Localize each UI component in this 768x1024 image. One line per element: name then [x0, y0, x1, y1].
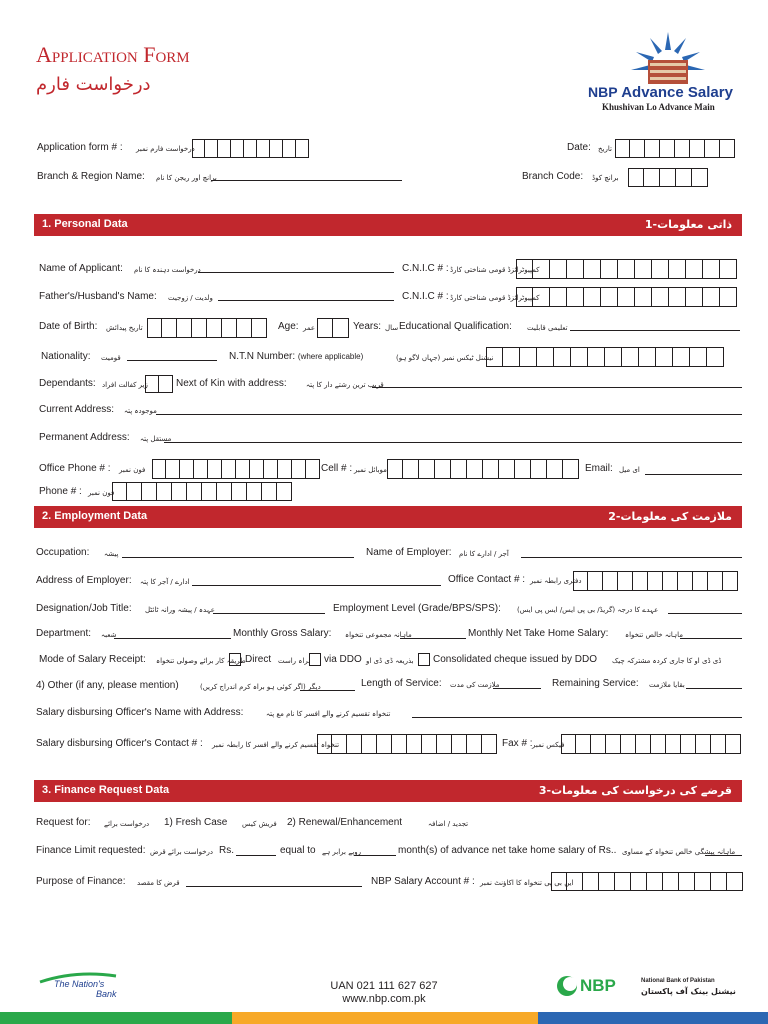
section-employment-data-header	[34, 506, 742, 528]
education-input[interactable]	[570, 330, 740, 331]
section-finance-request-title: 3. Finance Request Data	[42, 784, 170, 796]
section-personal-data-title: 1. Personal Data	[42, 218, 128, 230]
salary-mode-label: Mode of Salary Receipt:	[39, 654, 146, 665]
email-urdu: ای میل	[619, 466, 640, 474]
nationality-label: Nationality:	[41, 351, 91, 362]
current-address-label: Current Address:	[39, 404, 115, 415]
renewal-urdu: تجدید / اضافہ	[428, 820, 469, 828]
cell-label: Cell # :	[321, 463, 353, 474]
years-label: Years:	[353, 321, 381, 332]
branch-code-urdu: برانچ کوڈ	[592, 174, 619, 182]
age-urdu: عمر	[303, 324, 316, 332]
remaining-service-label: Remaining Service:	[552, 678, 639, 689]
bank-name: National Bank of Pakistan	[641, 978, 715, 984]
dob-label: Date of Birth:	[39, 321, 98, 332]
purpose-urdu: قرض کا مقصد	[137, 879, 180, 887]
uan-number: UAN 021 111 627 627	[330, 980, 438, 992]
service-length-urdu: ملازمت کی مدت	[450, 681, 500, 689]
cnic-2-label: C.N.I.C # :	[402, 291, 449, 302]
other-mode-input[interactable]	[300, 690, 355, 691]
applicant-name-urdu: درخواست دہندہ کا نام	[134, 266, 201, 274]
application-form-number-input[interactable]	[192, 139, 309, 158]
designation-input[interactable]	[213, 613, 325, 614]
fax-urdu: فیکس نمبر	[532, 741, 565, 749]
branch-region-label: Branch & Region Name:	[37, 171, 145, 182]
section-employment-data-title: 2. Employment Data	[42, 510, 148, 522]
nbp-emblem-icon	[556, 975, 578, 997]
months-urdu: ماہانہ پیشگی خالص تنخواہ کے مساوی	[622, 848, 736, 856]
section-employment-data-title-urdu: 2-ملازمت کی معلومات	[608, 510, 732, 523]
equal-to-urdu: روپے برابر ہے	[322, 848, 362, 856]
phone-input[interactable]	[112, 482, 292, 501]
service-length-input[interactable]	[493, 688, 541, 689]
fresh-case-option[interactable]: 1) Fresh Case	[164, 817, 228, 828]
age-input[interactable]	[317, 318, 349, 338]
employer-address-input[interactable]	[192, 585, 441, 586]
department-urdu: شعبہ	[101, 631, 117, 639]
permanent-address-urdu: مستقل پتہ	[140, 435, 172, 443]
nbp-logo-text: NBP	[580, 976, 616, 995]
employer-address-urdu: ادارے / آجر کا پتہ	[140, 578, 190, 586]
slogan-line-1: The Nation's	[54, 979, 105, 989]
fresh-case-urdu: فریش کیس	[242, 820, 277, 828]
equal-to-label: equal to	[280, 845, 316, 856]
direct-urdu: براہ راست	[278, 657, 311, 665]
months-label: month(s) of advance net take home salary of Rs..	[398, 845, 617, 856]
application-form-number-urdu: درخواست فارم نمبر	[136, 145, 195, 153]
office-contact-input[interactable]	[573, 571, 738, 591]
fax-label: Fax # :	[502, 738, 533, 749]
dependants-urdu: زیر کفالت افراد	[102, 381, 148, 389]
permanent-address-label: Permanent Address:	[39, 432, 130, 443]
disbursing-officer-name-label: Salary disbursing Officer's Name with Address:	[36, 707, 244, 718]
cnic-2-urdu: کمپیوٹرائزڈ قومی شناختی کارڈ	[450, 294, 540, 302]
section-personal-data-header	[34, 214, 742, 236]
phone-urdu: فون نمبر	[88, 489, 115, 497]
email-input[interactable]	[645, 474, 742, 475]
next-of-kin-label: Next of Kin with address:	[176, 378, 287, 389]
office-phone-label: Office Phone # :	[39, 463, 111, 474]
net-salary-urdu: ماہانہ خالص تنخواہ	[625, 631, 684, 639]
cnic-input[interactable]	[516, 259, 737, 279]
occupation-label: Occupation:	[36, 547, 90, 558]
date-label: Date:	[567, 142, 591, 153]
ntn-note: (where applicable)	[297, 352, 364, 361]
cnic-urdu: کمپیوٹرائزڈ قومی شناختی کارڈ	[450, 266, 540, 274]
employment-level-urdu: عہدے کا درجہ (گریڈ/ بی پی ایس/ ایس پی ایس)	[517, 606, 659, 614]
section-finance-request-title-urdu: 3-قرضے کی درخواست کی معلومات	[538, 784, 732, 797]
gross-salary-label: Monthly Gross Salary:	[233, 628, 332, 639]
section-personal-data-title-urdu: 1-ذاتی معلومات	[644, 218, 732, 231]
consolidated-cheque-urdu: ڈی ڈی او کا جاری کردہ مشترکہ چیک	[612, 657, 722, 665]
years-urdu: سال	[385, 324, 399, 332]
service-length-label: Length of Service:	[361, 678, 442, 689]
rs-label: Rs.	[219, 845, 234, 856]
logo-prefix: NBP	[588, 84, 618, 100]
date-urdu: تاریخ	[598, 145, 612, 153]
bank-name-urdu: نیشنل بینک آف پاکستان	[641, 987, 736, 996]
months-count-input[interactable]	[354, 855, 396, 856]
permanent-address-input[interactable]	[164, 442, 742, 443]
ntn-urdu: نیشنل ٹیکس نمبر (جہاں لاگو ہو)	[396, 354, 494, 362]
age-label: Age:	[278, 321, 299, 332]
via-ddo-checkbox[interactable]	[309, 653, 321, 666]
other-mode-urdu: دیگر (اگر کوئی ہو براہ کرم اندراج کریں)	[200, 683, 321, 691]
gross-salary-urdu: ماہانہ مجموعی تنخواہ	[345, 631, 412, 639]
application-form-number-label: Application form # :	[37, 142, 123, 153]
education-label: Educational Qualification:	[399, 321, 512, 332]
disbursing-officer-name-input[interactable]	[412, 717, 742, 718]
footer-stripe-green	[0, 1012, 232, 1024]
ntn-label-text: N.T.N Number:	[229, 351, 296, 362]
remaining-service-input[interactable]	[686, 688, 742, 689]
current-address-urdu: موجودہ پتہ	[124, 407, 157, 415]
education-urdu: تعلیمی قابلیت	[527, 324, 568, 332]
salary-account-label: NBP Salary Account # :	[371, 876, 475, 887]
page-title-urdu: درخواست فارم	[36, 74, 151, 95]
cnic-label: C.N.I.C # :	[402, 263, 449, 274]
occupation-input[interactable]	[122, 557, 354, 558]
dependants-label: Dependants:	[39, 378, 96, 389]
department-input[interactable]	[114, 638, 231, 639]
section-finance-request-header	[34, 780, 742, 802]
employer-name-input[interactable]	[521, 557, 742, 558]
logo-brand-name: Advance Salary	[621, 84, 733, 101]
branch-code-input[interactable]	[628, 168, 708, 187]
date-input[interactable]	[615, 139, 735, 158]
fax-input[interactable]	[561, 734, 741, 754]
other-mode-label: 4) Other (if any, please mention)	[36, 680, 179, 691]
dob-urdu: تاریخ پیدائش	[106, 324, 143, 332]
consolidated-cheque-checkbox[interactable]	[418, 653, 430, 666]
disbursing-officer-contact-label: Salary disbursing Officer's Contact # :	[36, 738, 203, 749]
via-ddo-urdu: بذریعہ ڈی ڈی او	[366, 657, 414, 665]
direct-label: Direct	[245, 654, 272, 665]
next-of-kin-urdu: قریب ترین رشتے دار کا پتہ	[306, 381, 384, 389]
department-label: Department:	[36, 628, 92, 639]
remaining-service-urdu: بقایا ملازمت	[649, 681, 685, 689]
salary-account-urdu: این بی پی تنخواہ کا اکاؤنٹ نمبر	[480, 879, 574, 887]
request-for-urdu: درخواست برائے	[104, 820, 150, 828]
via-ddo-label: via DDO	[324, 654, 362, 665]
designation-label: Designation/Job Title:	[36, 603, 132, 614]
purpose-input[interactable]	[186, 886, 362, 887]
logo-tagline: Khushivan Lo Advance Main	[602, 102, 715, 112]
dob-input[interactable]	[147, 318, 267, 338]
ntn-input[interactable]	[486, 347, 724, 367]
direct-checkbox[interactable]	[229, 653, 241, 666]
nbp-logo	[556, 972, 626, 1000]
footer-stripe-orange	[232, 1012, 538, 1024]
net-salary-input[interactable]	[680, 638, 742, 639]
cell-input[interactable]	[387, 459, 579, 479]
phone-label: Phone # :	[39, 486, 82, 497]
ntn-label	[229, 351, 363, 363]
branch-region-urdu: برانچ اور ریجن کا نام	[156, 174, 217, 182]
current-address-input[interactable]	[156, 414, 742, 415]
salary-account-input[interactable]	[551, 872, 743, 891]
father-name-input[interactable]	[218, 300, 394, 301]
designation-urdu: عہدہ / پیشہ ورانہ ٹائٹل	[145, 606, 215, 614]
finance-limit-label: Finance Limit requested:	[36, 845, 146, 856]
gross-salary-input[interactable]	[400, 638, 466, 639]
disbursing-officer-contact-urdu: تنخواہ تقسیم کرنے والے افسر کا رابطہ نمبر	[212, 741, 340, 749]
applicant-name-input[interactable]	[198, 272, 394, 273]
purpose-label: Purpose of Finance:	[36, 876, 126, 887]
nationality-urdu: قومیت	[101, 354, 121, 362]
nationality-input[interactable]	[127, 360, 217, 361]
website-link[interactable]: www.nbp.com.pk	[342, 993, 426, 1005]
finance-limit-urdu: درخواست برائے قرض	[150, 848, 214, 856]
occupation-urdu: پیشہ	[104, 550, 119, 558]
slogan-line-2: Bank	[96, 989, 117, 999]
branch-region-input[interactable]	[211, 180, 402, 181]
branch-code-label: Branch Code:	[522, 171, 584, 182]
cell-urdu: موبائل نمبر	[354, 466, 387, 474]
office-phone-input[interactable]	[152, 459, 320, 479]
net-salary-rs-input[interactable]	[705, 855, 742, 856]
finance-limit-amount-input[interactable]	[236, 855, 276, 856]
office-phone-urdu: فون نمبر	[119, 466, 146, 474]
dependants-input[interactable]	[145, 375, 173, 393]
disbursing-officer-name-urdu: تنخواہ تقسیم کرنے والے افسر کا نام مع پتہ	[266, 710, 391, 718]
salary-mode-urdu: طریقہ کار برائے وصولی تنخواہ	[156, 657, 246, 665]
cnic-2-input[interactable]	[516, 287, 737, 307]
page-title: Application Form	[36, 42, 190, 67]
footer-stripe-blue	[538, 1012, 768, 1024]
email-label: Email:	[585, 463, 613, 474]
employer-name-label: Name of Employer:	[366, 547, 452, 558]
renewal-option[interactable]: 2) Renewal/Enhancement	[287, 817, 403, 828]
request-for-label: Request for:	[36, 817, 91, 828]
next-of-kin-input[interactable]	[372, 387, 742, 388]
employer-address-label: Address of Employer:	[36, 575, 132, 586]
employment-level-input[interactable]	[668, 613, 742, 614]
net-salary-label: Monthly Net Take Home Salary:	[468, 628, 609, 639]
disbursing-officer-contact-input[interactable]	[317, 734, 497, 754]
office-contact-label: Office Contact # :	[448, 574, 526, 585]
consolidated-cheque-label: Consolidated cheque issued by DDO	[433, 654, 597, 665]
father-name-label: Father's/Husband's Name:	[39, 291, 157, 302]
office-contact-urdu: دفتری رابطہ نمبر	[530, 577, 582, 585]
employment-level-label: Employment Level (Grade/BPS/SPS):	[333, 603, 501, 614]
father-name-urdu: ولدیت / زوجیت	[168, 294, 213, 302]
employer-name-urdu: آجر / ادارے کا نام	[459, 550, 509, 558]
nbp-advance-salary-logo	[588, 30, 744, 116]
applicant-name-label: Name of Applicant:	[39, 263, 123, 274]
